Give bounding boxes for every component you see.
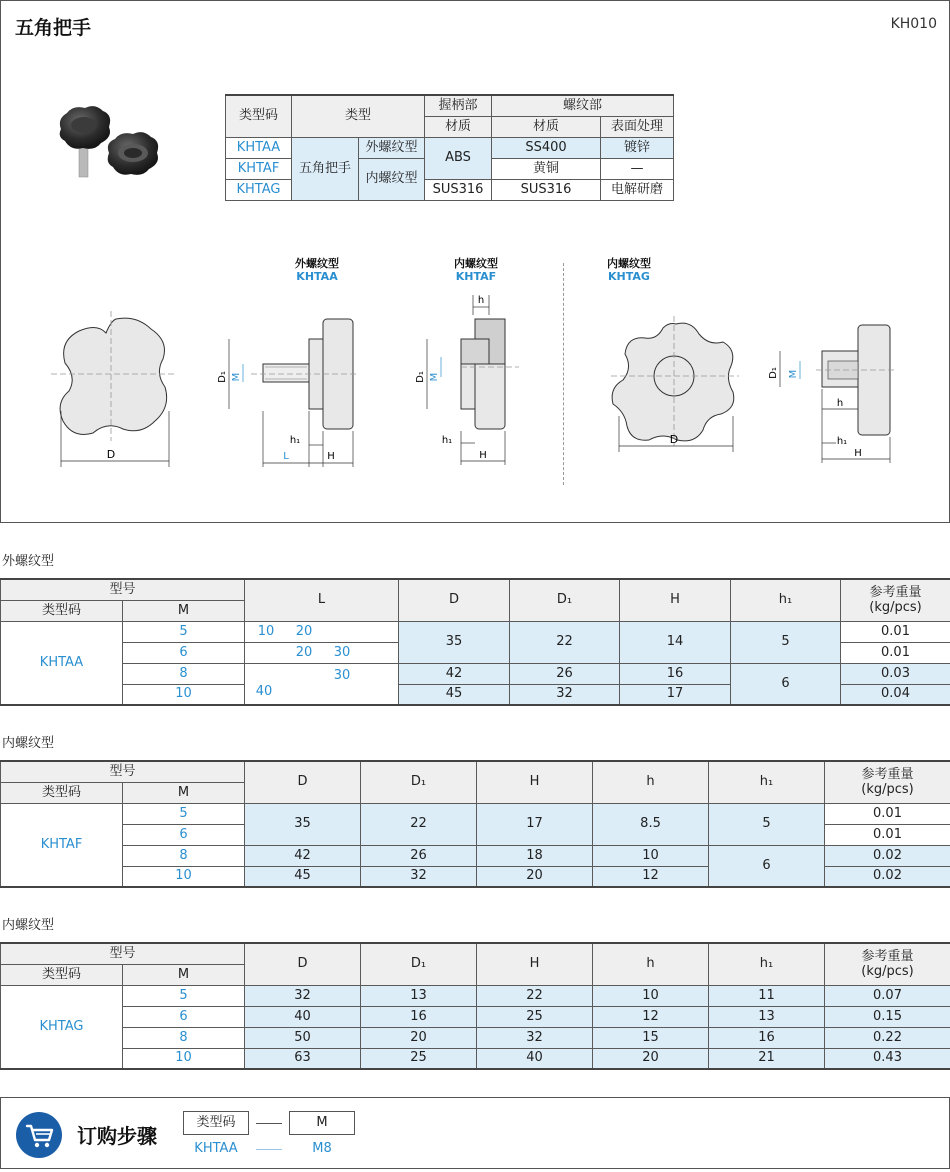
order-type-code-box: 类型码: [183, 1111, 249, 1135]
svg-text:M: M: [231, 372, 242, 382]
D-cell: 63: [245, 1048, 361, 1069]
surface-header: 表面处理: [601, 116, 674, 137]
D1-cell: 26: [361, 845, 477, 866]
svg-text:D: D: [669, 433, 679, 446]
D-cell: 45: [245, 866, 361, 887]
code-cell[interactable]: KHTAA: [1, 621, 123, 705]
H-cell: 22: [477, 985, 593, 1006]
order-title: 订购步骤: [77, 1124, 157, 1148]
h-header: h: [593, 761, 709, 803]
H-cell: 25: [477, 1006, 593, 1027]
page-title: 五角把手: [15, 17, 92, 39]
product-code: KH010: [890, 16, 937, 32]
h-cell: 12: [593, 1006, 709, 1027]
surface-2: —: [601, 158, 674, 179]
h1-header: h₁: [731, 579, 841, 621]
svg-text:h: h: [477, 295, 485, 306]
H-cell: 17: [477, 803, 593, 845]
grip-sus: SUS316: [425, 179, 492, 200]
D1-cell: 22: [361, 803, 477, 845]
h1-header: h₁: [709, 761, 825, 803]
D1-cell: 26: [510, 663, 620, 684]
h1-cell: 6: [731, 663, 841, 705]
H-cell: 18: [477, 845, 593, 866]
D-cell: 35: [399, 621, 510, 663]
weight-cell: 0.03: [841, 663, 950, 684]
D1-cell: 16: [361, 1006, 477, 1027]
weight-cell: 0.01: [841, 642, 950, 663]
M-cell[interactable]: 8: [123, 663, 245, 684]
h1-cell: 6: [709, 845, 825, 887]
h-cell: 10: [593, 845, 709, 866]
h1-cell: 13: [709, 1006, 825, 1027]
weight-header: 参考重量 (kg/pcs): [825, 761, 950, 803]
section-title-internal-1: 内螺纹型: [2, 736, 55, 751]
D-header: D: [245, 761, 361, 803]
weight-cell: 0.02: [825, 866, 950, 887]
M-header: M: [123, 782, 245, 803]
internal-type: 内螺纹型: [359, 158, 425, 200]
M-header: M: [123, 600, 245, 621]
D-cell: 42: [399, 663, 510, 684]
D1-cell: 32: [510, 684, 620, 705]
weight-cell: 0.04: [841, 684, 950, 705]
svg-text:L: L: [283, 451, 289, 462]
h-cell: 8.5: [593, 803, 709, 845]
M-cell[interactable]: 8: [123, 845, 245, 866]
weight-header: 参考重量 (kg/pcs): [841, 579, 950, 621]
diagram-label-khtaa: 外螺纹型 KHTAA: [295, 257, 339, 284]
model-header: 型号: [1, 761, 245, 782]
h-cell: 15: [593, 1027, 709, 1048]
product-photo: [51, 101, 191, 191]
svg-text:H: H: [479, 450, 487, 461]
code-header: 类型码: [1, 964, 123, 985]
D-cell: 42: [245, 845, 361, 866]
spec-table-khtag: [0, 942, 950, 1070]
L-header: L: [245, 579, 399, 621]
D-cell: 50: [245, 1027, 361, 1048]
order-example-separator: [256, 1149, 282, 1150]
M-cell[interactable]: 10: [123, 684, 245, 705]
type-name: 五角把手: [292, 137, 359, 200]
M-cell[interactable]: 5: [123, 985, 245, 1006]
section-title-external: 外螺纹型: [2, 554, 55, 569]
D-header: D: [399, 579, 510, 621]
D1-cell: 22: [510, 621, 620, 663]
svg-text:H: H: [327, 451, 335, 462]
khtag-front-view: [611, 316, 741, 466]
M-cell[interactable]: 5: [123, 803, 245, 824]
grip-abs: ABS: [425, 137, 492, 179]
weight-cell: 0.02: [825, 845, 950, 866]
surface-1: 镀锌: [601, 137, 674, 158]
h-header: h: [593, 943, 709, 985]
M-cell[interactable]: 6: [123, 824, 245, 845]
M-cell[interactable]: 5: [123, 621, 245, 642]
H-cell: 17: [620, 684, 731, 705]
weight-cell: 0.01: [841, 621, 950, 642]
D1-cell: 25: [361, 1048, 477, 1069]
svg-text:h₁: h₁: [441, 435, 453, 446]
weight-cell: 0.43: [825, 1048, 950, 1069]
H-cell: 20: [477, 866, 593, 887]
khtaa-front-view: [51, 311, 181, 471]
grip-header: 握柄部: [425, 95, 492, 116]
khtaa-side-view: [211, 311, 361, 471]
dim-D-1: D: [106, 448, 116, 461]
code-header: 类型码: [1, 600, 123, 621]
L-cell[interactable]: 10 20: [245, 621, 399, 642]
h1-cell: 16: [709, 1027, 825, 1048]
order-separator: [256, 1123, 282, 1124]
h1-cell: 21: [709, 1048, 825, 1069]
svg-text:D₁: D₁: [217, 371, 228, 383]
h1-header: h₁: [709, 943, 825, 985]
code-header: 类型码: [1, 782, 123, 803]
D1-header: D₁: [361, 761, 477, 803]
h1-cell: 5: [709, 803, 825, 845]
spec-table-khtaf: [0, 760, 950, 888]
thread-header: 螺纹部: [492, 95, 674, 116]
svg-text:h: h: [836, 398, 844, 409]
H-cell: 14: [620, 621, 731, 663]
svg-text:M: M: [788, 369, 799, 379]
weight-cell: 0.07: [825, 985, 950, 1006]
D1-header: D₁: [361, 943, 477, 985]
D1-cell: 13: [361, 985, 477, 1006]
H-header: H: [477, 943, 593, 985]
H-cell: 40: [477, 1048, 593, 1069]
thread-material-2: 黄铜: [492, 158, 601, 179]
type-code-khtaf[interactable]: KHTAF: [226, 158, 292, 179]
D-cell: 40: [245, 1006, 361, 1027]
D1-cell: 32: [361, 866, 477, 887]
thread-material-1: SS400: [492, 137, 601, 158]
type-code-header: 类型码: [226, 95, 292, 137]
weight-cell: 0.01: [825, 824, 950, 845]
D-cell: 35: [245, 803, 361, 845]
H-cell: 32: [477, 1027, 593, 1048]
khtag-side-view: [766, 319, 896, 469]
L-cell[interactable]: 20 30: [245, 642, 399, 663]
thread-material-3: SUS316: [492, 179, 601, 200]
svg-text:D₁: D₁: [768, 367, 779, 379]
svg-text:h₁: h₁: [836, 436, 848, 447]
weight-header: 参考重量 (kg/pcs): [825, 943, 950, 985]
type-table: [225, 94, 674, 201]
code-cell[interactable]: KHTAF: [1, 803, 123, 887]
D-cell: 32: [245, 985, 361, 1006]
spec-table-khtaa: [0, 578, 950, 706]
H-header: H: [620, 579, 731, 621]
M-cell[interactable]: 8: [123, 1027, 245, 1048]
type-code-khtag[interactable]: KHTAG: [226, 179, 292, 200]
external-type: 外螺纹型: [359, 137, 425, 158]
order-example-code: KHTAA: [194, 1141, 238, 1156]
svg-text:H: H: [854, 448, 862, 459]
diagram-label-khtaf: 内螺纹型 KHTAF: [454, 257, 498, 284]
product-overview-panel: [0, 0, 950, 523]
D1-cell: 20: [361, 1027, 477, 1048]
D1-header: D₁: [510, 579, 620, 621]
M-cell[interactable]: 10: [123, 866, 245, 887]
order-steps-panel: [0, 1097, 950, 1169]
L-cell[interactable]: 3040: [245, 663, 399, 705]
M-cell[interactable]: 10: [123, 1048, 245, 1069]
svg-text:h₁: h₁: [289, 435, 301, 446]
h-cell: 12: [593, 866, 709, 887]
model-header: 型号: [1, 579, 245, 600]
type-header: 类型: [292, 95, 425, 137]
h1-cell: 5: [731, 621, 841, 663]
weight-cell: 0.01: [825, 803, 950, 824]
svg-text:M: M: [429, 372, 440, 382]
D-header: D: [245, 943, 361, 985]
grip-material-header: 材质: [425, 116, 492, 137]
M-cell[interactable]: 6: [123, 642, 245, 663]
order-m-box: M: [289, 1111, 355, 1135]
order-example-m: M8: [312, 1141, 332, 1156]
M-cell[interactable]: 6: [123, 1006, 245, 1027]
thread-material-header: 材质: [492, 116, 601, 137]
surface-3: 电解研磨: [601, 179, 674, 200]
weight-cell: 0.15: [825, 1006, 950, 1027]
h-cell: 20: [593, 1048, 709, 1069]
shopping-cart-icon: [16, 1112, 62, 1158]
svg-text:D₁: D₁: [415, 371, 426, 383]
D-cell: 45: [399, 684, 510, 705]
divider-line: [563, 263, 564, 485]
M-header: M: [123, 964, 245, 985]
section-title-internal-2: 内螺纹型: [2, 918, 55, 933]
h-cell: 10: [593, 985, 709, 1006]
type-code-khtaa[interactable]: KHTAA: [226, 137, 292, 158]
weight-cell: 0.22: [825, 1027, 950, 1048]
khtaf-section-view: [411, 291, 521, 471]
h1-cell: 11: [709, 985, 825, 1006]
code-cell[interactable]: KHTAG: [1, 985, 123, 1069]
diagram-label-khtag: 内螺纹型 KHTAG: [607, 257, 651, 284]
H-cell: 16: [620, 663, 731, 684]
H-header: H: [477, 761, 593, 803]
model-header: 型号: [1, 943, 245, 964]
